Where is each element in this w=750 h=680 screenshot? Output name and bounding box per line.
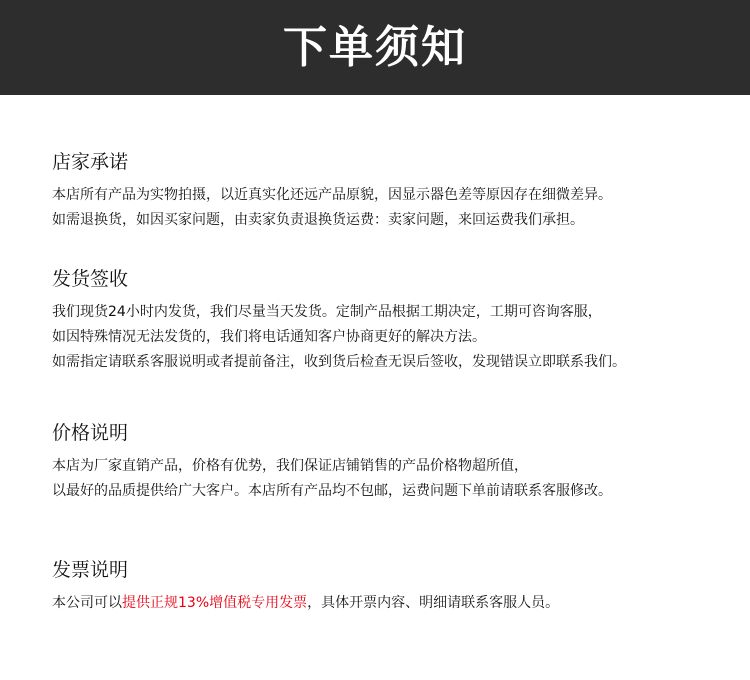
- section-text-line: 如需指定请联系客服说明或者提前备注，收到货后检查无误后签收，发现错误立即联系我们。: [52, 354, 626, 370]
- section-store-promise: [52, 147, 732, 233]
- section-title: 店家承诺: [52, 151, 129, 173]
- section-title: 发货签收: [52, 268, 129, 290]
- section-text-line: 如需退换货，如因买家问题，由卖家负责退换货运费：卖家问题，来回运费我们承担。: [52, 212, 584, 228]
- section-text-line: 如因特殊情况无法发货的，我们将电话通知客户协商更好的解决方法。: [52, 329, 486, 345]
- section-shipping: [52, 264, 732, 375]
- section-invoice: [52, 555, 732, 616]
- section-text-line: 本店为厂家直销产品，价格有优势，我们保证店铺销售的产品价格物超所值，: [52, 458, 528, 474]
- section-text-line: 本店所有产品为实物拍摄，以近真实化还远产品原貌，因显示器色差等原因存在细微差异。: [52, 187, 612, 203]
- invoice-text-line: [52, 591, 732, 616]
- section-text-line: 以最好的品质提供给广大客户。本店所有产品均不包邮，运费问题下单前请联系客服修改。: [52, 483, 612, 499]
- page-title: 下单须知: [283, 22, 467, 73]
- section-pricing: [52, 418, 732, 504]
- header-banner: [0, 0, 750, 95]
- invoice-text-suffix: ，具体开票内容、明细请联系客服人员。: [307, 595, 560, 611]
- invoice-text-prefix: 本公司可以: [52, 595, 122, 611]
- section-title: 发票说明: [52, 559, 129, 581]
- section-title: 价格说明: [52, 422, 129, 444]
- invoice-highlight-text: 提供正规13%增值税专用发票: [122, 595, 308, 611]
- section-text-line: 我们现货24小时内发货，我们尽量当天发货。定制产品根据工期决定，工期可咨询客服，: [52, 304, 602, 320]
